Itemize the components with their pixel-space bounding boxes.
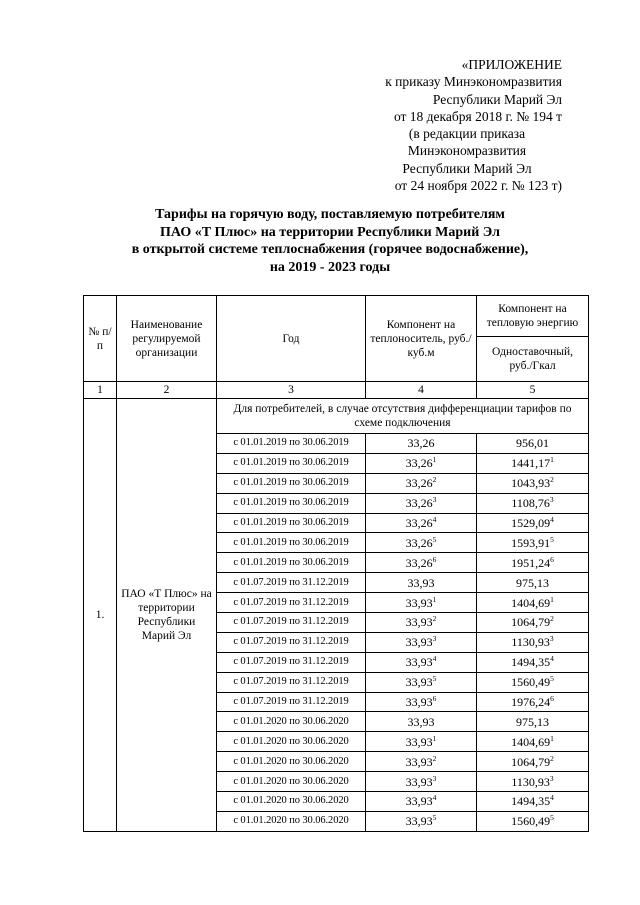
energy-cell-value: 1560,49: [511, 675, 551, 690]
footnote-marker: 1: [550, 733, 554, 743]
carrier-cell-value: 33,93: [405, 595, 433, 610]
energy-cell: [477, 772, 589, 792]
footnote-marker: 5: [432, 674, 437, 684]
column-number: 4: [366, 382, 477, 399]
carrier-cell-value: 33,93: [405, 615, 433, 630]
period-cell: с 01.07.2019 по 31.12.2019: [217, 632, 366, 652]
energy-cell: [477, 473, 589, 493]
energy-cell-value: 1494,35: [511, 794, 551, 809]
period-cell: с 01.01.2020 по 30.06.2020: [217, 772, 366, 792]
footnote-marker: 6: [432, 694, 437, 704]
energy-cell-value: 975,13: [516, 714, 549, 729]
energy-cell: [477, 672, 589, 692]
energy-cell: [477, 434, 589, 454]
energy-cell: [477, 712, 589, 732]
energy-cell: [477, 652, 589, 672]
carrier-cell: [366, 692, 477, 712]
footnote-marker: 6: [550, 554, 554, 564]
period-cell: с 01.07.2019 по 31.12.2019: [217, 692, 366, 712]
appendix-line: (в редакции приказа: [408, 126, 526, 142]
carrier-cell: [366, 792, 477, 812]
carrier-cell-value: 33,93: [405, 754, 433, 769]
energy-cell-value: 1976,24: [511, 695, 551, 710]
header-carrier: Компонент на теплоноситель, руб./куб.м: [366, 296, 477, 382]
energy-cell: [477, 493, 589, 513]
energy-cell-value: 1404,69: [511, 595, 551, 610]
energy-cell: [477, 553, 589, 573]
footnote-marker: 1: [432, 733, 437, 743]
footnote-marker: 3: [549, 495, 554, 505]
appendix-line: от 18 декабря 2018 г. № 194 т: [393, 108, 562, 124]
header-org: Наименование регулируемой организации: [117, 296, 217, 382]
footnote-marker: 4: [432, 515, 437, 524]
carrier-cell-value: 33,93: [405, 734, 433, 749]
period-cell: с 01.07.2019 по 31.12.2019: [217, 672, 366, 692]
period-cell: с 01.01.2019 по 30.06.2019: [217, 453, 366, 473]
carrier-cell-value: 33,93: [405, 655, 433, 670]
footnote-marker: 5: [432, 534, 437, 544]
carrier-cell: [366, 613, 477, 633]
period-cell: с 01.01.2020 по 30.06.2020: [217, 732, 366, 752]
column-number: 3: [217, 382, 366, 399]
column-number: 2: [117, 382, 217, 399]
period-cell: с 01.07.2019 по 31.12.2019: [217, 652, 366, 672]
carrier-cell-value: 33,26: [407, 436, 435, 451]
group-row: [84, 399, 589, 434]
appendix-line: Республики Марий Эл: [402, 160, 532, 176]
column-number: 1: [84, 382, 117, 399]
energy-cell-value: 1593,91: [511, 535, 551, 550]
carrier-cell-value: 33,26: [405, 535, 433, 550]
footnote-marker: 3: [432, 495, 437, 505]
carrier-cell: [366, 453, 477, 473]
footnote-marker: 4: [550, 793, 554, 803]
carrier-cell-value: 33,26: [405, 516, 433, 530]
carrier-cell-value: 33,93: [405, 794, 433, 809]
footnote-marker: 5: [432, 813, 437, 823]
energy-cell-value: 1064,79: [511, 615, 551, 630]
footnote-marker: 3: [432, 634, 437, 644]
appendix-line: Республики Марий Эл: [432, 91, 562, 107]
footnote-marker: 5: [550, 813, 554, 823]
carrier-cell-value: 33,93: [405, 635, 433, 650]
period-cell: с 01.01.2019 по 30.06.2019: [217, 533, 366, 553]
period-cell: с 01.01.2019 по 30.06.2019: [217, 513, 366, 533]
footnote-marker: 2: [550, 475, 554, 485]
carrier-cell: [366, 493, 477, 513]
period-cell: с 01.01.2019 по 30.06.2019: [217, 493, 366, 513]
energy-cell-value: 975,13: [516, 575, 549, 590]
energy-cell-value: 1064,79: [511, 754, 551, 769]
carrier-cell: [366, 672, 477, 692]
energy-cell-value: 1043,93: [511, 476, 551, 491]
footnote-marker: 2: [432, 753, 437, 763]
energy-cell-value: 1404,69: [511, 734, 551, 749]
footnote-marker: 5: [550, 534, 554, 544]
footnote-marker: 1: [550, 455, 554, 465]
title-line: на 2019 - 2023 годы: [269, 259, 391, 275]
energy-cell: [477, 692, 589, 712]
row-number: 1.: [84, 399, 117, 832]
title-line: ПАО «Т Плюс» на территории Республики Марий Эл: [160, 224, 500, 240]
period-cell: с 01.01.2020 по 30.06.2020: [217, 752, 366, 772]
energy-cell: [477, 573, 589, 593]
energy-cell-value: 1494,35: [511, 655, 551, 670]
energy-cell: [477, 513, 589, 533]
footnote-marker: 4: [432, 793, 437, 803]
footnote-marker: 5: [550, 674, 554, 684]
carrier-cell-value: 33,93: [405, 675, 433, 690]
header-row: [84, 296, 589, 337]
period-cell: с 01.07.2019 по 31.12.2019: [217, 593, 366, 613]
footnote-marker: 1: [550, 594, 554, 604]
carrier-cell: [366, 732, 477, 752]
energy-cell-value: 1441,17: [511, 456, 551, 471]
carrier-cell: [366, 772, 477, 792]
carrier-cell-value: 33,93: [405, 774, 433, 789]
energy-cell-value: 1130,93: [511, 635, 550, 650]
energy-cell-value: 1529,09: [511, 516, 551, 530]
carrier-cell-value: 33,93: [407, 714, 435, 729]
energy-cell-value: 1560,49: [511, 814, 551, 829]
energy-cell: [477, 533, 589, 553]
title-line: в открытой системе теплоснабжения (горячее водоснабжение),: [131, 242, 529, 257]
carrier-cell: [366, 553, 477, 573]
carrier-cell: [366, 632, 477, 652]
energy-cell: [477, 613, 589, 633]
header-energy: Компонент на тепловую энергию: [477, 296, 589, 337]
energy-cell: [477, 732, 589, 752]
energy-cell: [477, 593, 589, 613]
header-single-rate: Одноставочный, руб./Гкал: [477, 337, 589, 382]
appendix-line: к приказу Минэкономразвития: [385, 74, 562, 90]
title-line: Тарифы на горячую воду, поставляемую потребителям: [155, 207, 505, 222]
energy-cell: [477, 811, 589, 831]
energy-cell: [477, 752, 589, 772]
carrier-cell-value: 33,93: [407, 575, 435, 590]
carrier-cell: [366, 712, 477, 732]
footnote-marker: 4: [550, 654, 554, 664]
carrier-cell-value: 33,26: [405, 476, 433, 491]
carrier-cell-value: 33,93: [405, 814, 433, 829]
carrier-cell: [366, 573, 477, 593]
group-label: Для потребителей, в случае отсутствия дифференциации тарифов по схеме подключения: [217, 399, 589, 434]
header-num: № п/п: [84, 296, 117, 382]
energy-cell-value: 956,01: [516, 436, 549, 451]
energy-cell: [477, 632, 589, 652]
carrier-cell: [366, 473, 477, 493]
footnote-marker: 1: [432, 455, 437, 465]
footnote-marker: 3: [549, 634, 554, 644]
footnote-marker: 2: [432, 475, 437, 485]
period-cell: с 01.01.2019 по 30.06.2019: [217, 434, 366, 454]
carrier-cell-value: 33,93: [405, 695, 433, 710]
carrier-cell: [366, 652, 477, 672]
footnote-marker: 3: [432, 773, 437, 783]
energy-cell-value: 1130,93: [511, 774, 550, 789]
period-cell: с 01.01.2019 по 30.06.2019: [217, 553, 366, 573]
period-cell: с 01.07.2019 по 31.12.2019: [217, 613, 366, 633]
appendix-line: Минэкономразвития: [407, 143, 527, 159]
document-title: [80, 206, 580, 276]
footnote-marker: 2: [550, 614, 554, 624]
carrier-cell: [366, 434, 477, 454]
appendix-line: «ПРИЛОЖЕНИЕ: [461, 57, 562, 72]
period-cell: с 01.01.2019 по 30.06.2019: [217, 473, 366, 493]
energy-cell: [477, 792, 589, 812]
footnote-marker: 6: [550, 694, 554, 704]
organization-name: ПАО «Т Плюс» на территории Республики Марий Эл: [117, 399, 217, 832]
period-cell: с 01.01.2020 по 30.06.2020: [217, 811, 366, 831]
footnote-marker: 6: [432, 554, 437, 564]
carrier-cell-value: 33,26: [405, 496, 433, 511]
footnote-marker: 1: [432, 594, 437, 604]
carrier-cell: [366, 513, 477, 533]
period-cell: с 01.07.2019 по 31.12.2019: [217, 573, 366, 593]
footnote-marker: 3: [549, 773, 554, 783]
footnote-marker: 4: [432, 654, 437, 664]
carrier-cell: [366, 752, 477, 772]
energy-cell-value: 1108,76: [511, 496, 550, 511]
carrier-cell: [366, 533, 477, 553]
footnote-marker: 4: [550, 515, 554, 524]
column-number-row: [84, 382, 589, 399]
header-year: Год: [217, 296, 366, 382]
appendix-header: [332, 56, 562, 194]
column-number: 5: [477, 382, 589, 399]
carrier-cell: [366, 811, 477, 831]
footnote-marker: 2: [550, 753, 554, 763]
carrier-cell-value: 33,26: [405, 456, 433, 471]
energy-cell-value: 1951,24: [511, 555, 551, 570]
tariff-table: [83, 295, 589, 832]
carrier-cell: [366, 593, 477, 613]
carrier-cell-value: 33,26: [405, 555, 433, 570]
energy-cell: [477, 453, 589, 473]
footnote-marker: 2: [432, 614, 437, 624]
period-cell: с 01.01.2020 по 30.06.2020: [217, 792, 366, 812]
period-cell: с 01.01.2020 по 30.06.2020: [217, 712, 366, 732]
appendix-line: от 24 ноября 2022 г. № 123 т): [394, 178, 562, 194]
